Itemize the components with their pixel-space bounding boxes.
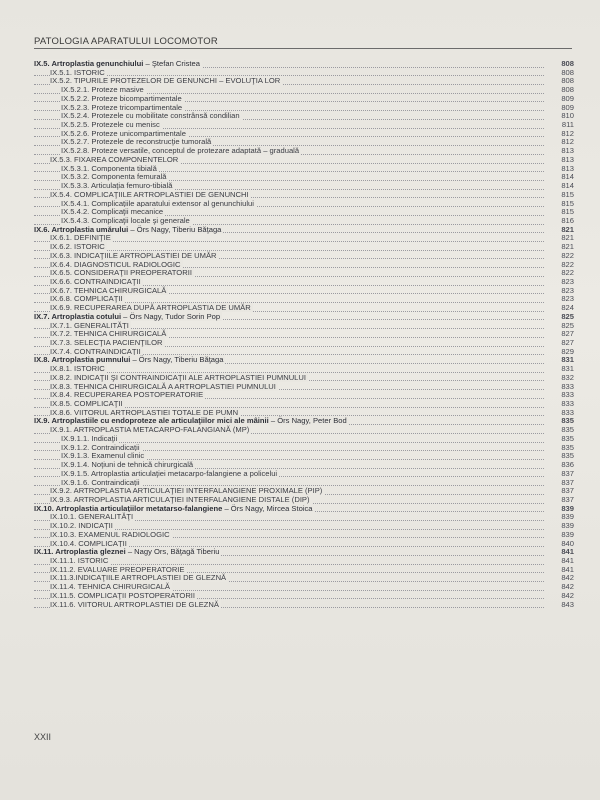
toc-page-number: 842: [561, 590, 574, 600]
toc-entry-title: IX.6.1. DEFINIŢIE: [50, 233, 111, 243]
toc-entry-author: – Örs Nagy, Mircea Stoica: [222, 503, 313, 513]
toc-entry-title: IX.10.2. INDICAŢII: [50, 521, 113, 531]
toc-page-number: 827: [561, 338, 574, 347]
toc-entry-title: IX.11. Artroplastia gleznei: [34, 547, 126, 557]
toc-entry-title: IX.8.2. INDICAŢII ŞI CONTRAINDICAŢII ALE ARTROPLASTIEI PUMNULUI: [50, 372, 306, 382]
toc-entry-title: IX.5.2.3. Proteze tricompartimentale: [61, 102, 183, 112]
toc-entry-title: IX.9.1. ARTROPLASTIA METACARPO-FALANGIANĂ (MP): [50, 425, 250, 435]
toc-page-number: 821: [561, 233, 574, 243]
toc-entry-title: IX.8.6. VIITORUL ARTROPLASTIEI TOTALE DE PUMN: [50, 407, 239, 417]
toc-entry-title: IX.5.2.4. Protezele cu mobilitate constrânsă condilian: [61, 111, 240, 121]
toc-page-number: 832: [561, 372, 574, 382]
toc-entry-title: IX.5.2.6. Proteze unicompartimentale: [61, 128, 186, 138]
toc-entry-title: IX.5.2.8. Proteze versatile, conceptul de protezare adaptată – graduală: [61, 146, 300, 156]
toc-entry-title: IX.8.4. RECUPERAREA POSTOPERATORIE: [50, 390, 204, 400]
toc-entry-title: IX.5.2. TIPURILE PROTEZELOR DE GENUNCHI – EVOLUŢIA LOR: [50, 76, 281, 86]
toc-entry-title: IX.11.4. TEHNICA CHIRURGICALĂ: [50, 582, 170, 592]
toc-entry-title: IX.6.8. COMPLICAŢII: [50, 294, 123, 304]
toc-entry-title: IX.6.6. CONTRAINDICAŢII: [50, 276, 141, 286]
toc-page-number: 836: [561, 460, 574, 470]
toc-entry-title: IX.5.4.3. Complicaţii locale şi generale: [61, 215, 190, 225]
toc-entry-title: IX.7.2. TEHNICA CHIRURGICALĂ: [50, 329, 167, 339]
toc-page-number: 823: [561, 285, 574, 295]
leader-dots: [34, 557, 544, 565]
toc-entry-author: – Örs Nagy, Peter Bod: [268, 416, 347, 426]
toc-section-row: [34, 548, 574, 557]
toc-page-number: 831: [561, 364, 574, 374]
toc-page-number: 823: [561, 276, 574, 286]
toc-entry-title: IX.11.6. VIITORUL ARTROPLASTIEI DE GLEZNĂ: [50, 599, 219, 609]
toc-entry-title: IX.6.3. INDICAŢIILE ARTROPLASTIEI DE UMĂR: [50, 250, 217, 260]
toc-page-number: 837: [561, 494, 574, 504]
toc-entry-title: IX.8.5. COMPLICAŢII: [50, 399, 123, 409]
toc-page-number: 823: [561, 294, 574, 304]
toc-entry-title: IX.5.4. COMPLICAŢIILE ARTROPLASTIEI DE GENUNCHI: [50, 189, 249, 199]
toc-page-number: 833: [561, 399, 574, 409]
page-number: XXII: [34, 732, 52, 742]
toc-entry-title: IX.8.1. ISTORIC: [50, 364, 105, 374]
toc-page-number: 835: [561, 451, 574, 461]
toc-entry-row: [34, 513, 574, 522]
toc-entry-author: – Ştefan Cristea: [143, 59, 200, 68]
toc-page-number: 839: [561, 503, 574, 513]
toc-page-number: 837: [561, 477, 574, 487]
toc-page-number: 822: [561, 250, 574, 260]
toc-page-number: 812: [561, 128, 574, 138]
toc-page-number: 810: [561, 111, 574, 121]
toc-entry-title: IX.5.4.1. Complicaţiile aparatului extensor al genunchiului: [61, 198, 254, 208]
toc-entry-row: [34, 601, 574, 610]
toc-page-number: 809: [561, 102, 574, 112]
toc-page-number: 842: [561, 582, 574, 592]
toc-entry-title: IX.6.5. CONSIDERAŢII PREOPERATORII: [50, 268, 192, 278]
toc-entry-title: IX.9.1.2. Contraindicaţii: [61, 442, 140, 452]
toc-page-number: 835: [561, 433, 574, 443]
toc-entry-title: IX.7.3. SELECŢIA PACIENŢILOR: [50, 338, 163, 347]
toc-section-row: [34, 356, 574, 365]
toc-page-number: 808: [561, 67, 574, 77]
toc-page-number: 825: [561, 311, 574, 321]
toc-entry-title: IX.9.3. ARTROPLASTIA ARTICULAŢIEI INTERFALANGIENE DISTALE (DIP): [50, 494, 310, 504]
toc-page-number: 833: [561, 390, 574, 400]
toc-entry-author: – Örs Nagy, Tiberiu Băţaga: [128, 224, 222, 234]
toc-page-number: 837: [561, 486, 574, 496]
toc-page-number: 833: [561, 381, 574, 391]
toc-entry-title: IX.5.2.5. Protezele cu menisc: [61, 120, 160, 130]
toc-entry-title: IX.5.2.7. Protezele de reconstrucţie tumorală: [61, 137, 212, 147]
toc-page-number: 822: [561, 259, 574, 269]
toc-entry-title: IX.7.1. GENERALITĂŢI: [50, 320, 129, 330]
toc-page-number: 829: [561, 346, 574, 356]
toc-entry-label: [50, 601, 221, 610]
toc-page-number: 839: [561, 512, 574, 522]
toc-page-number: 811: [561, 120, 574, 130]
toc-page-number: 840: [561, 538, 574, 548]
toc-page-number: 841: [561, 547, 574, 557]
toc-entry-title: IX.8. Artroplastia pumnului: [34, 355, 131, 365]
toc-page-number: 816: [561, 215, 574, 225]
toc-entry-title: IX.6.2. ISTORIC: [50, 242, 105, 252]
toc-page-number: 815: [561, 189, 574, 199]
toc-entry-title: IX.8.3. TEHNICA CHIRURGICALĂ A ARTROPLASTIEI PUMNULUI: [50, 381, 276, 391]
toc-page-number: 814: [561, 181, 574, 191]
toc-page-number: 813: [561, 163, 574, 173]
toc-entry-title: IX.5.3. FIXAREA COMPONENTELOR: [50, 154, 179, 164]
toc-entry-title: IX.6.4. DIAGNOSTICUL RADIOLOGIC: [50, 259, 181, 269]
toc-page-number: 831: [561, 355, 574, 365]
toc-entry-title: IX.6.7. TEHNICA CHIRURGICALĂ: [50, 285, 167, 295]
toc-page-number: 808: [561, 76, 574, 86]
toc-page-number: 809: [561, 93, 574, 103]
toc-page-number: 839: [561, 521, 574, 531]
toc-entry-title: IX.5.1. ISTORIC: [50, 67, 105, 77]
toc-section-row: [34, 60, 574, 69]
toc-page-number: 815: [561, 207, 574, 217]
toc-entry-title: IX.11.3.INDICAŢIILE ARTROPLASTIEI DE GLEZNĂ: [50, 573, 227, 583]
toc-entry-title: IX.9.2. ARTROPLASTIA ARTICULAŢIEI INTERFALANGIENE PROXIMALE (PIP): [50, 486, 323, 496]
toc-entry-title: IX.5.3.3. Articulaţia femuro-tibială: [61, 181, 173, 191]
toc-entry-title: IX.10.1. GENERALITĂŢI: [50, 512, 134, 522]
toc-page-number: 835: [561, 425, 574, 435]
toc-page-number: 825: [561, 320, 574, 330]
header-rule: [34, 48, 572, 49]
toc-entry-author: – Örs Nagy, Tudor Sorin Pop: [121, 311, 221, 321]
toc-entry-title: IX.9.1.3. Examenul clinic: [61, 451, 145, 461]
toc-page-number: 813: [561, 146, 574, 156]
toc-page-number: 843: [561, 599, 574, 609]
toc-entry-author: – Örs Nagy, Tiberiu Băţaga: [130, 355, 224, 365]
toc-page-number: 839: [561, 529, 574, 539]
toc-entry-title: IX.9.1.5. Artroplastia articulaţiei metacarpo-falangiene a policelui: [61, 468, 278, 478]
toc-page-number: 841: [561, 564, 574, 574]
toc-entry-title: IX.5.2.2. Proteze bicompartimentale: [61, 93, 182, 103]
running-header: PATOLOGIA APARATULUI LOCOMOTOR: [34, 36, 218, 47]
toc-entry-title: IX.11.2. EVALUARE PREOPERATORIE: [50, 564, 185, 574]
table-of-contents: [34, 60, 574, 609]
toc-page-number: 833: [561, 407, 574, 417]
toc-entry-title: IX.7. Artroplastia cotului: [34, 311, 122, 321]
leader-dots: [34, 243, 544, 251]
toc-page-number: 808: [561, 85, 574, 95]
toc-page-number: 813: [561, 154, 574, 164]
toc-entry-title: IX.11.1. ISTORIC: [50, 555, 109, 565]
toc-entry-title: IX.9. Artroplastiile cu endoproteze ale articulaţiilor mici ale mâinii: [34, 416, 269, 426]
toc-entry-title: IX.9.1.1. Indicaţii: [61, 433, 118, 443]
toc-page-number: 837: [561, 468, 574, 478]
toc-entry-title: IX.7.4. CONTRAINDICAŢII: [50, 346, 141, 356]
toc-entry-title: IX.5. Artroplastia genunchiului: [34, 59, 144, 68]
toc-entry-title: IX.10. Artroplastia articulaţiilor metatarso-falangiene: [34, 503, 223, 513]
leader-dots: [34, 365, 544, 373]
toc-entry-title: IX.5.3.1. Componenta tibială: [61, 163, 157, 173]
toc-entry-row: [34, 234, 574, 243]
toc-entry-title: IX.6.9. RECUPERAREA DUPĂ ARTROPLASTIA DE UMĂR: [50, 303, 251, 313]
toc-entry-title: IX.9.1.4. Noţiuni de tehnică chirurgicală: [61, 460, 194, 470]
toc-page-number: 835: [561, 416, 574, 426]
toc-page-number: 822: [561, 268, 574, 278]
toc-page-number: 827: [561, 329, 574, 339]
toc-page-number: 808: [561, 59, 574, 68]
toc-entry-title: IX.5.2.1. Proteze masive: [61, 85, 144, 95]
toc-entry-title: IX.6. Artroplastia umărului: [34, 224, 129, 234]
toc-entry-title: IX.9.1.6. Contraindicaţii: [61, 477, 140, 487]
toc-page-number: 812: [561, 137, 574, 147]
toc-entry-title: IX.10.3. EXAMENUL RADIOLOGIC: [50, 529, 170, 539]
toc-page-number: 821: [561, 224, 574, 234]
toc-page-number: 814: [561, 172, 574, 182]
toc-page-number: 842: [561, 573, 574, 583]
toc-entry-title: IX.5.3.2. Componenta femurală: [61, 172, 167, 182]
leader-dots: [34, 69, 544, 77]
toc-page-number: 824: [561, 303, 574, 313]
toc-section-row: [34, 226, 574, 235]
toc-page-number: 815: [561, 198, 574, 208]
toc-entry-title: IX.10.4. COMPLICAŢII: [50, 538, 127, 548]
toc-page-number: 841: [561, 555, 574, 565]
toc-page-number: 821: [561, 242, 574, 252]
toc-entry-title: IX.11.5. COMPLICAŢII POSTOPERATORII: [50, 590, 196, 600]
toc-entry-title: IX.5.4.2. Complicaţii mecanice: [61, 207, 164, 217]
toc-page-number: 835: [561, 442, 574, 452]
toc-entry-author: – Nagy Ors, Băţagă Tiberiu: [125, 547, 220, 557]
